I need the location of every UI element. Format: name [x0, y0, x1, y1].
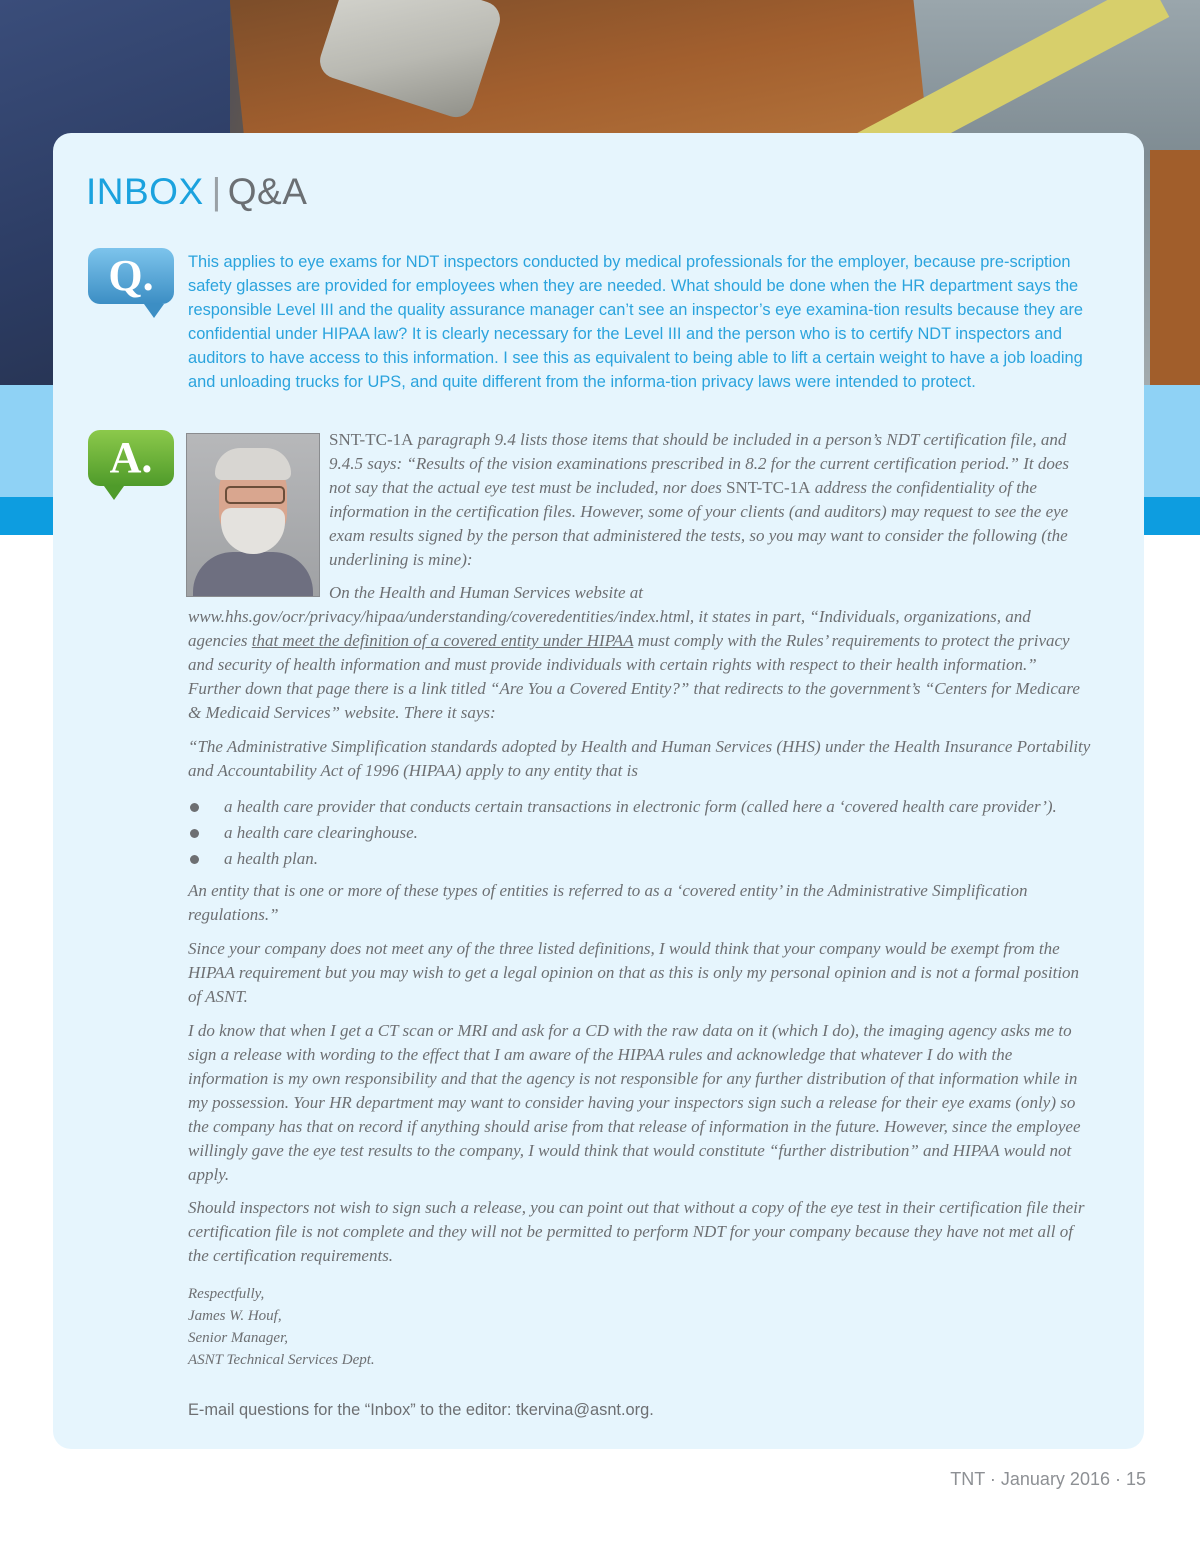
portrait-glasses — [225, 486, 285, 504]
beam-edge — [1150, 150, 1200, 385]
exempt-paragraph — [188, 937, 1093, 1009]
quote-lead-text: “The Administrative Simplification standards adopted by Health and Human Services (HHS) under the Health Insurance Portability and Accountability Act of 1996 (HIPAA) apply to any entity that is — [188, 737, 1091, 780]
heading-qa: Q&A — [227, 171, 308, 212]
portrait-hair — [215, 448, 291, 480]
list-item: a health plan. — [188, 846, 1093, 872]
snt-ref-2: SNT-TC-1A — [726, 478, 811, 497]
question-badge-icon: Q. — [88, 248, 174, 304]
quote-lead — [188, 735, 1093, 783]
hhs-after: must comply with the Rules’ requirements to protect the privacy and security of health information and must provide individuals with certain rights with respect to their health information.” Further down that page there is a link titled “Are You a Covered Entity?” that redirects to the government’s “Centers for Medicare & Medicaid Services” website. There it says: — [188, 631, 1080, 722]
snt-ref-1: SNT-TC-1A — [329, 430, 414, 449]
hhs-before: On the Health and Human Services website at www.hhs.gov/ocr/privacy/hipaa/understanding/coveredentities/index.html, it states in part, “Individuals, organizations, and agencies — [188, 583, 1031, 650]
list-item: a health care provider that conducts certain transactions in electronic form (called here a ‘covered health care provider’). — [188, 794, 1093, 820]
answer-intro — [329, 428, 1089, 572]
hhs-underlined: that meet the definition of a covered entity under HIPAA — [251, 631, 634, 650]
signature-line: Respectfully, — [188, 1286, 265, 1302]
signature-line: ASNT Technical Services Dept. — [188, 1352, 375, 1368]
release-text: Should inspectors not wish to sign such a release, you can point out that without a copy of the eye test in their certification file their certification file is not complete and they will not be permitted to perform NDT for your company because they have not met all of the certification requirements. — [188, 1198, 1085, 1265]
answer-badge-icon: A. — [88, 430, 174, 486]
signature-line: James W. Houf, — [188, 1308, 282, 1324]
portrait-beard — [221, 508, 285, 554]
hhs-paragraph — [188, 581, 1093, 725]
list-item: a health care clearinghouse. — [188, 820, 1093, 846]
page-footer: TNT · January 2016 · 15 — [950, 1469, 1146, 1489]
covered-entity-list — [188, 794, 1093, 872]
quote-end — [188, 879, 1093, 927]
author-portrait — [186, 433, 320, 597]
release-paragraph — [188, 1196, 1093, 1268]
heading-inbox: INBOX — [86, 171, 204, 212]
quote-end-text: An entity that is one or more of these types of entities is referred to as a ‘covered entity’ in the Administrative Simplification regulations.” — [188, 881, 1028, 924]
signature-line: Senior Manager, — [188, 1330, 288, 1346]
ct-scan-text: I do know that when I get a CT scan or MRI and ask for a CD with the raw data on it (which I do), the imaging agency asks me to sign a release with wording to the effect that I am aware of the HIPAA rules and acknowledge that whatever I do with the information is my own responsibility and that the agency is not responsible for any further distribution of that information while in my possession. Your HR department may want to consider having your inspectors sign such a release for their eye exams (only) so the company has that on record if anything should arise from that release of information in the future. However, since the employee willingly gave the eye test results to the company, I would think that would constitute “further distribution” and HIPAA would not apply. — [188, 1021, 1081, 1184]
heading-separator: | — [211, 171, 222, 212]
email-note: E-mail questions for the “Inbox” to the editor: tkervina@asnt.org. — [188, 1401, 654, 1419]
exempt-text: Since your company does not meet any of the three listed definitions, I would think that your company would be exempt from the HIPAA requirement but you may wish to get a legal opinion on that as this is only my personal opinion and is not a formal position of ASNT. — [188, 939, 1080, 1006]
question-text: This applies to eye exams for NDT inspectors conducted by medical professionals for the employer, because pre-scription safety glasses are provided for employees when they are needed. What should be done when the HR department says the responsible Level III and the quality assurance manager can’t see an inspector’s eye examina-tion results because they are confidential under HIPAA law? It is clearly necessary for the Level III and the person who is to certify NDT inspectors and auditors to have access to this information. I see this as equivalent to being able to lift a certain weight to have a job loading and unloading trucks for UPS, and quite different from the informa-tion privacy laws were intended to protect. — [188, 253, 1084, 391]
intro-text-2: address the confidentiality of the information in the certification files. However, some of your clients (and auditors) may request to see the eye exam results signed by the person that administered the tests, so you may want to consider the following (the underlining is mine): — [329, 478, 1069, 569]
section-heading — [86, 170, 307, 214]
signature-block — [188, 1283, 375, 1371]
ct-scan-paragraph — [188, 1019, 1093, 1187]
intro-text-1: paragraph 9.4 lists those items that should be included in a person’s NDT certification file, and 9.4.5 says: “Results of the vision examinations prescribed in 8.2 for the current certification period.” It does not say that the actual eye test must be included, nor does — [329, 430, 1070, 497]
